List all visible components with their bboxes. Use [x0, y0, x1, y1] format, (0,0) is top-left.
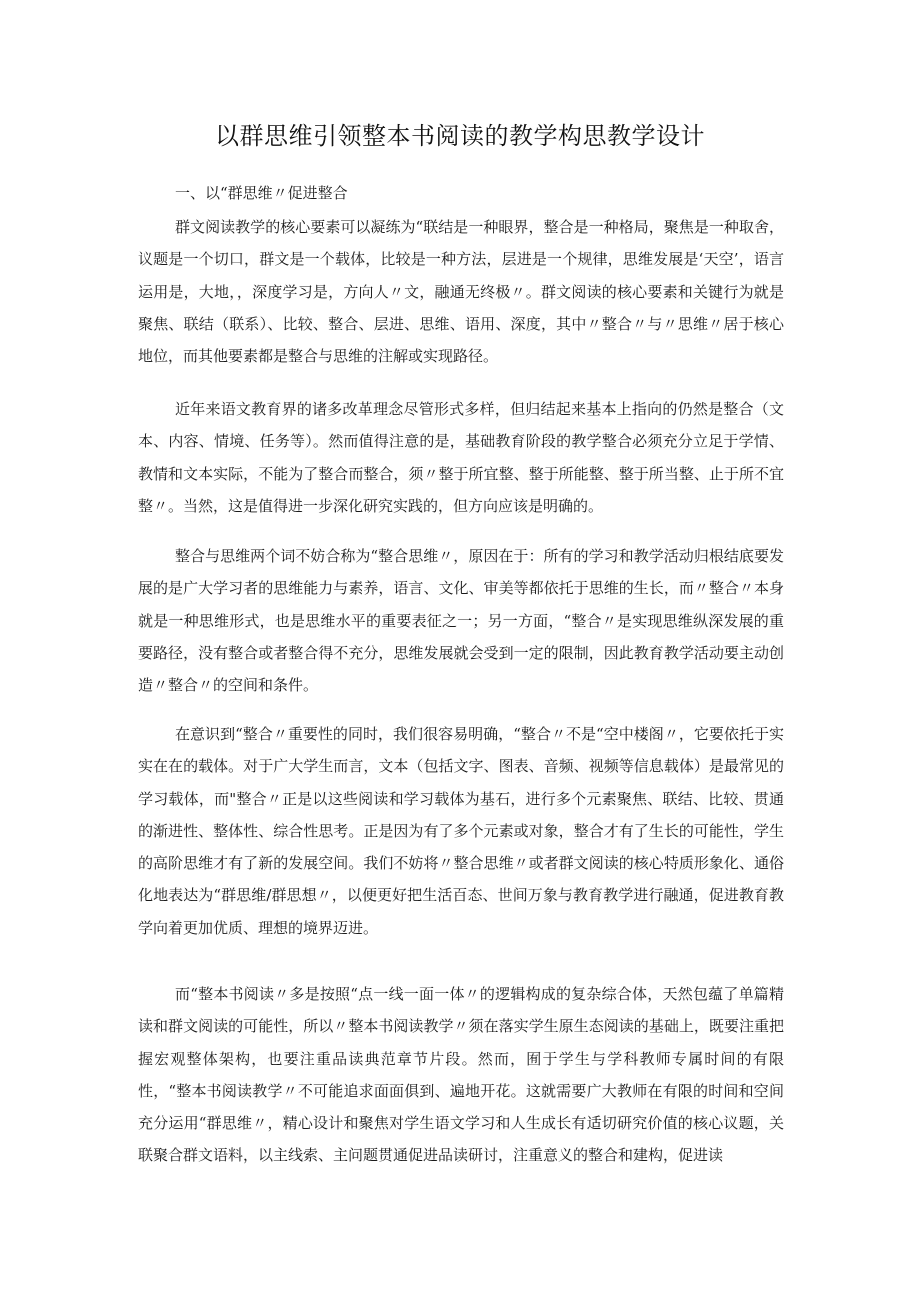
paragraph: 整合与思维两个词不妨合称为“整合思维〃，原因在于：所有的学习和教学活动归根结底要发展的是广大学习者的思维能力与素养，语言、文化、审美等都依托于思维的生长，而〃整合〃本身就是一种思维形式，也是思维水平的重要表征之一；另一方面，“整合〃是实现思维纵深发展的重要路径，没有整合或者整合得不充分，思维发展就会受到一定的限制，因此教育教学活动要主动创造〃整合〃的空间和条件。	[138, 547, 784, 695]
document-title: 以群思维引领整本书阅读的教学构思教学设计	[215, 122, 705, 150]
paragraph: 而“整本书阅读〃多是按照“点一线一面一体〃的逻辑构成的复杂综合体，天然包蕴了单篇精读和群文阅读的可能性，所以〃整本书阅读教学〃须在落实学生原生态阅读的基础上，既要注重把握宏观整体架构，也要注重品读典范章节片段。然而，囿于学生与学科教师专属时间的有限性，“整本书阅读教学〃不可能追求面面俱到、遍地开花。这就需要广大教师在有限的时间和空间充分运用“群思维〃，精心设计和聚焦对学生语文学习和人生成长有适切研究价值的核心议题，关联聚合群文语料，以主线索、主问题贯通促进品读研讨，注重意义的整合和建构，促进读	[138, 985, 784, 1165]
paragraph: 在意识到“整合〃重要性的同时，我们很容易明确，“整合〃不是“空中楼阁〃，它要依托于实实在在的载体。对于广大学生而言，文本（包括文字、图表、音频、视频等信息载体）是最常见的学习载体，而"整合〃正是以这些阅读和学习载体为基石，进行多个元素聚焦、联结、比较、贯通的渐进性、整体性、综合性思考。正是因为有了多个元素或对象，整合才有了生长的可能性，学生的高阶思维才有了新的发展空间。我们不妨将〃整合思维〃或者群文阅读的核心特质形象化、通俗化地表达为“群思维/群思想〃，以便更好把生活百态、世间万象与教育教学进行融通，促进教育教学向着更加优质、理想的境界迈进。	[138, 725, 784, 937]
paragraph: 群文阅读教学的核心要素可以凝练为“联结是一种眼界，整合是一种格局，聚焦是一种取舍，议题是一个切口，群文是一个载体，比较是一种方法，层进是一个规律，思维发展是‘天空’，语言运用是，大地，，深度学习是，方向人〃文，融通无终极〃。群文阅读的核心要素和关键行为就是聚焦、联结（联系）、比较、整合、层进、思维、语用、深度，其中〃整合〃与〃思维〃居于核心地位，而其他要素都是整合与思维的注解或实现路径。	[138, 218, 784, 366]
section-heading: 一、以“群思维〃促进整合	[175, 184, 348, 202]
paragraph: 近年来语文教育界的诸多改革理念尽管形式多样，但归结起来基本上指向的仍然是整合（文本、内容、情境、任务等）。然而值得注意的是，基础教育阶段的教学整合必须充分立足于学情、教情和文本实际，不能为了整合而整合，须〃整于所宜整、整于所能整、整于所当整、止于所不宜整〃。当然，这是值得进一步深化研究实践的，但方向应该是明确的。	[138, 400, 784, 515]
